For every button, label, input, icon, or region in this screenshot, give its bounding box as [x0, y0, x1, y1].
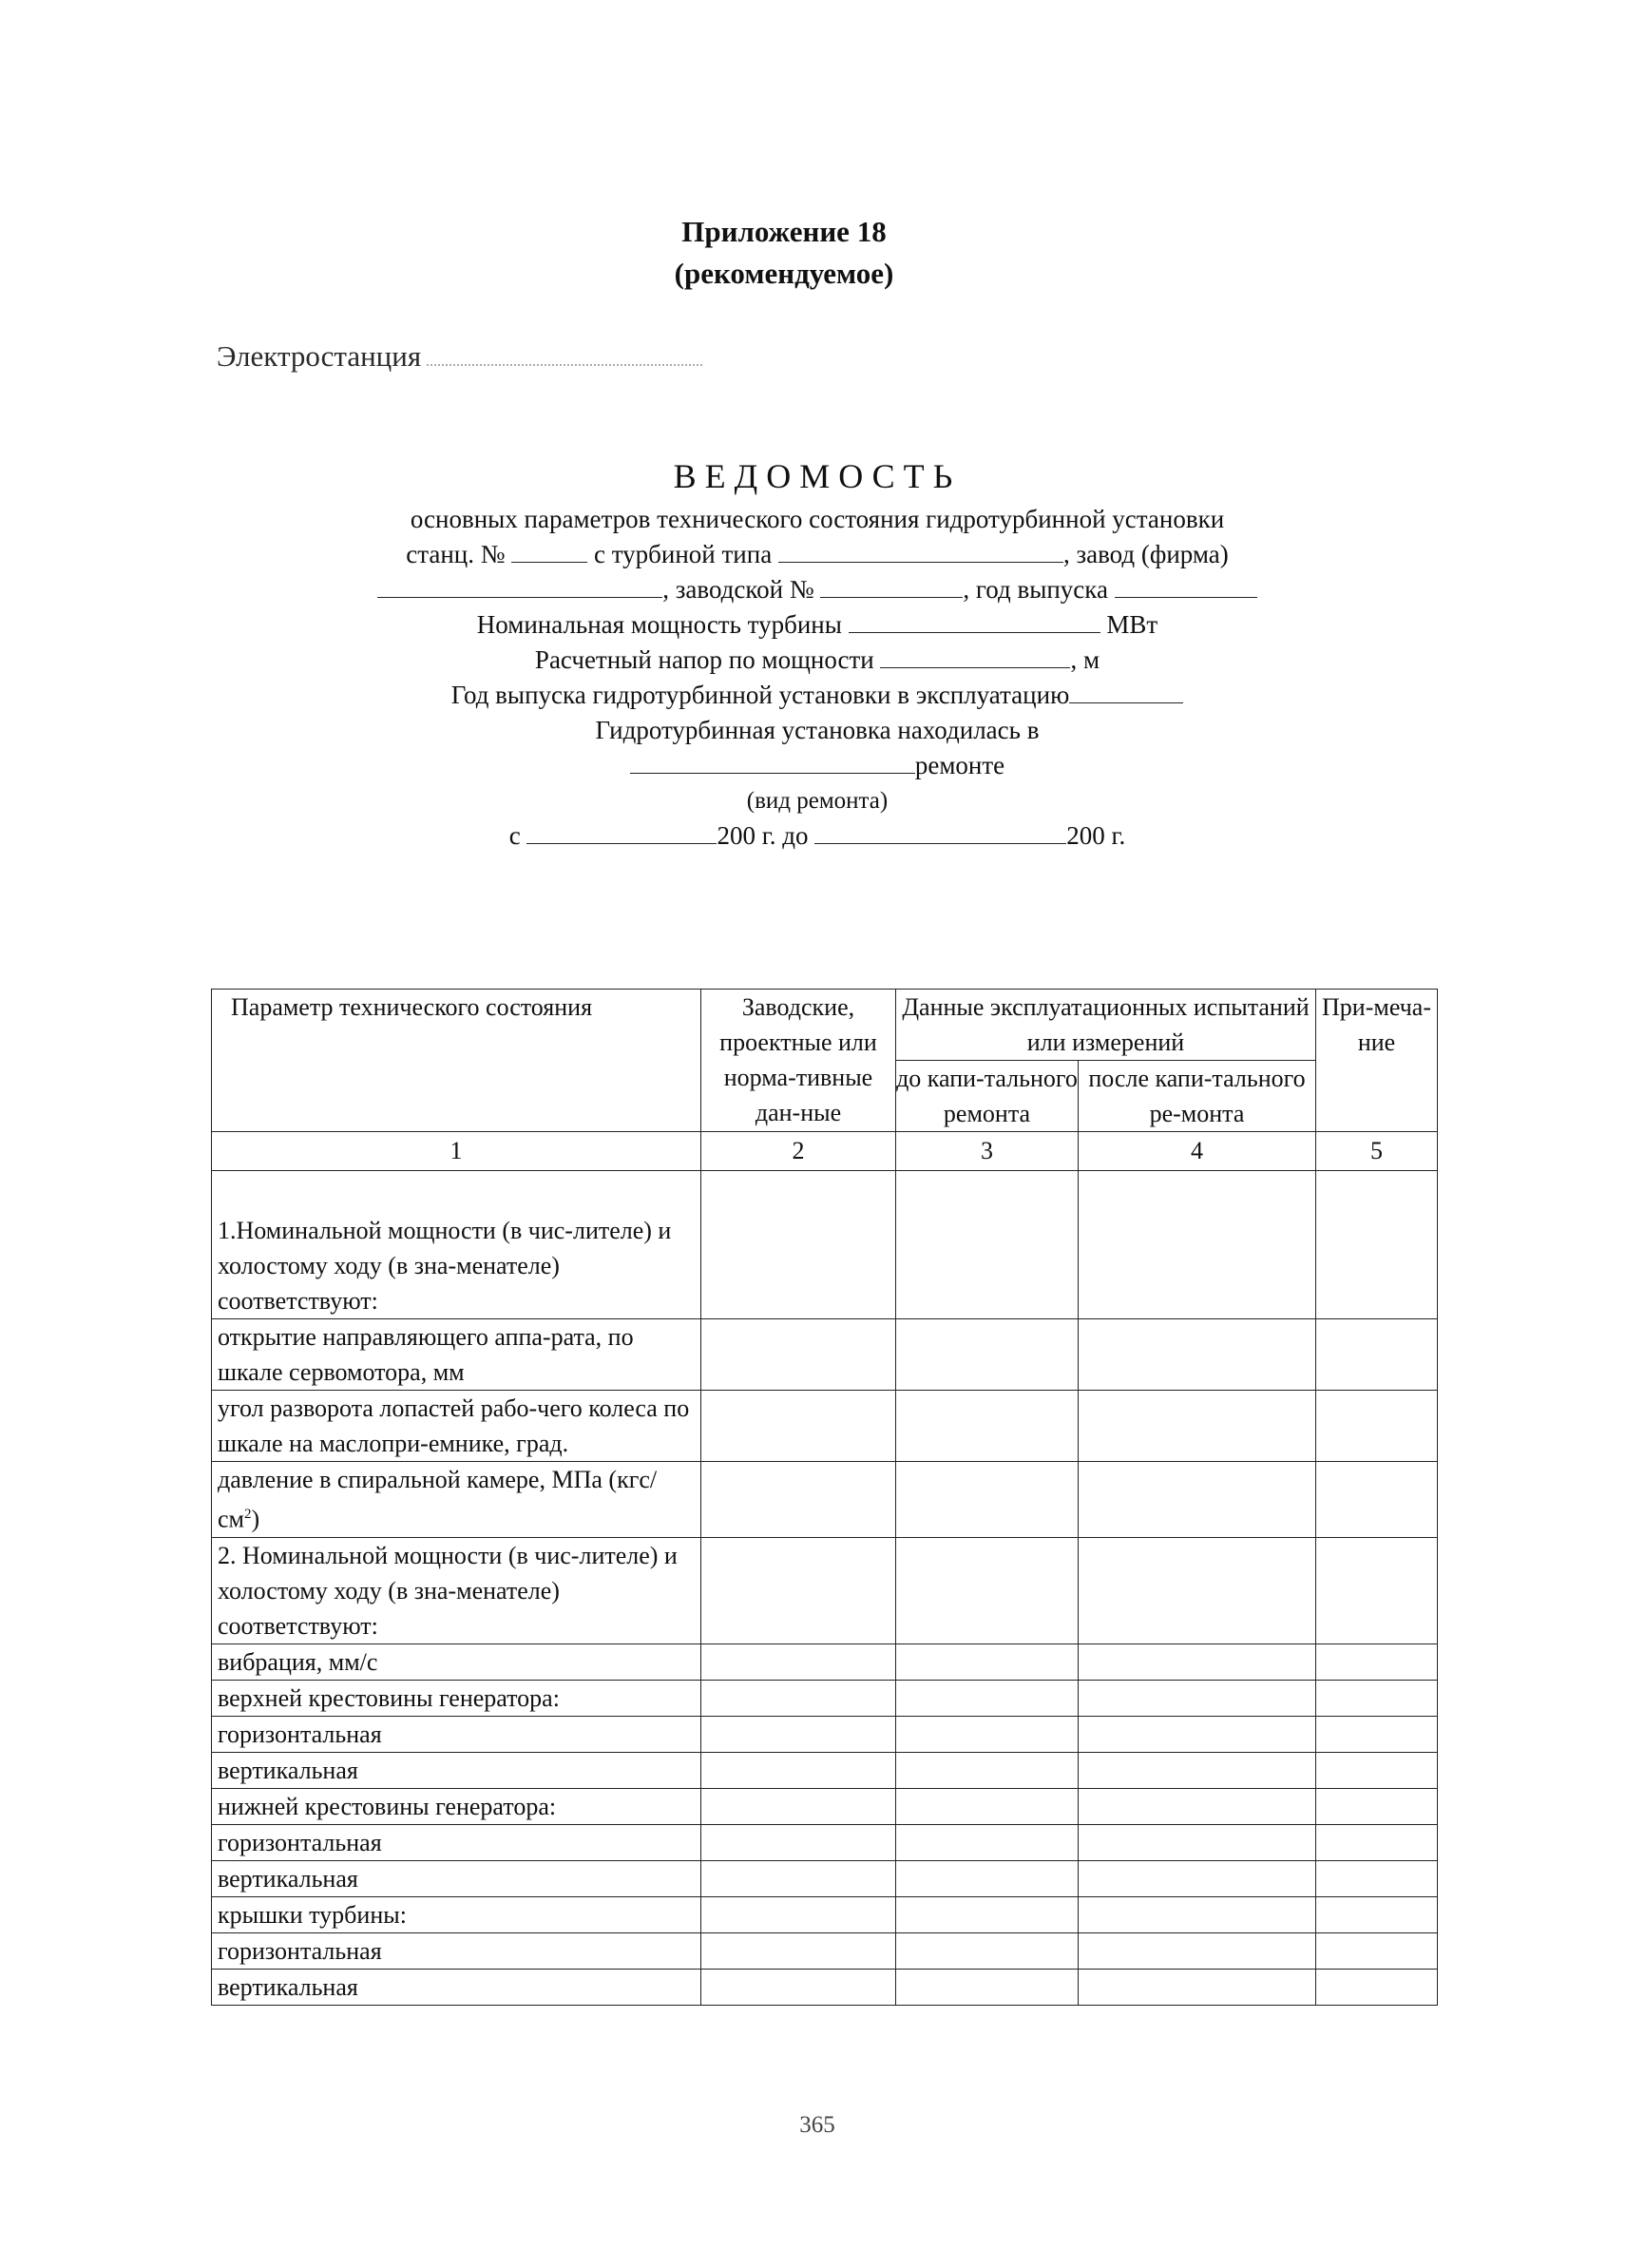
header-before-repair: до капи-тального ремонта [896, 1061, 1079, 1132]
header-after-repair: после капи-тального ре-монта [1079, 1061, 1316, 1132]
value-cell[interactable] [1316, 1896, 1438, 1932]
appendix-title [537, 211, 1031, 295]
header-line-7: Гидротурбинная установка находилась в [595, 716, 1040, 744]
value-cell[interactable] [896, 1824, 1079, 1860]
header-line-6: Год выпуска гидротурбинной установки в эксплуатацию [285, 678, 1349, 713]
value-cell[interactable] [701, 1752, 896, 1788]
value-cell[interactable] [1316, 1537, 1438, 1643]
value-cell[interactable] [896, 1537, 1079, 1643]
appendix-status: (рекомендуемое) [674, 257, 894, 290]
column-numbers-row [212, 1132, 1438, 1171]
document-header [285, 502, 1349, 854]
header-param: Параметр технического состояния [212, 990, 701, 1132]
manufacturer-blank[interactable] [377, 574, 662, 598]
value-cell[interactable] [1316, 1462, 1438, 1538]
table-row [212, 1680, 1438, 1716]
value-cell[interactable] [1079, 1860, 1316, 1896]
header-line-9: (вид ремонта) [746, 788, 889, 814]
value-cell[interactable] [1079, 1680, 1316, 1716]
value-cell[interactable] [701, 1537, 896, 1643]
value-cell[interactable] [701, 1969, 896, 2005]
commissioning-year-blank[interactable] [1069, 680, 1183, 703]
header-line-8: ремонте [285, 748, 1349, 783]
header-line-3: , заводской № , год выпуска [285, 572, 1349, 607]
param-cell: нижней крестовины генератора: [212, 1788, 701, 1824]
value-cell[interactable] [1079, 1932, 1316, 1969]
table-row [212, 1788, 1438, 1824]
value-cell[interactable] [1079, 1896, 1316, 1932]
param-cell: давление в спиральной камере, МПа $(кгс/см^2)$ [212, 1462, 701, 1538]
value-cell[interactable] [896, 1680, 1079, 1716]
param-cell: вертикальная [212, 1860, 701, 1896]
value-cell[interactable] [1316, 1680, 1438, 1716]
parameters-table-wrap [211, 989, 1437, 2006]
value-cell[interactable] [896, 1969, 1079, 2005]
param-cell: вертикальная [212, 1969, 701, 2005]
header-operational: Данные эксплуатационных испытаний или измерений [896, 990, 1316, 1061]
station-label: Электростанция [217, 339, 422, 373]
table-row [212, 1319, 1438, 1391]
value-cell[interactable] [701, 1860, 896, 1896]
document-title: ВЕДОМОСТЬ [673, 457, 962, 495]
serial-number-blank[interactable] [820, 574, 963, 598]
param-cell: вертикальная [212, 1752, 701, 1788]
table-row [212, 1716, 1438, 1752]
value-cell[interactable] [1316, 1716, 1438, 1752]
value-cell[interactable] [1079, 1969, 1316, 2005]
value-cell[interactable] [701, 1171, 896, 1319]
header-line-5: Расчетный напор по мощности , м [534, 645, 1100, 674]
value-cell[interactable] [1079, 1319, 1316, 1391]
value-cell[interactable] [701, 1462, 896, 1538]
param-cell: горизонтальная [212, 1932, 701, 1969]
value-cell[interactable] [1079, 1462, 1316, 1538]
value-cell[interactable] [701, 1391, 896, 1462]
value-cell[interactable] [896, 1319, 1079, 1391]
value-cell[interactable] [1079, 1752, 1316, 1788]
table-row [212, 1643, 1438, 1680]
table-row [212, 1537, 1438, 1643]
table-row [212, 1896, 1438, 1932]
value-cell[interactable] [1316, 1171, 1438, 1319]
value-cell[interactable] [1079, 1716, 1316, 1752]
table-row [212, 1391, 1438, 1462]
value-cell[interactable] [1079, 1824, 1316, 1860]
value-cell[interactable] [701, 1716, 896, 1752]
repair-start-blank[interactable] [526, 820, 717, 844]
value-cell[interactable] [701, 1824, 896, 1860]
value-cell[interactable] [896, 1752, 1079, 1788]
header-note: При-меча-ние [1316, 990, 1438, 1132]
column-number: 3 [896, 1132, 1079, 1171]
value-cell[interactable] [896, 1896, 1079, 1932]
turbine-type-blank[interactable] [778, 539, 1063, 563]
param-cell: угол разворота лопастей рабо-чего колеса по шкале на маслопри-емнике, град. [212, 1391, 701, 1462]
table-row [212, 1462, 1438, 1538]
value-cell[interactable] [1079, 1171, 1316, 1319]
value-cell[interactable] [896, 1932, 1079, 1969]
value-cell[interactable] [701, 1932, 896, 1969]
column-number: 1 [212, 1132, 701, 1171]
value-cell[interactable] [1079, 1788, 1316, 1824]
table-row [212, 1969, 1438, 2005]
value-cell[interactable] [1316, 1932, 1438, 1969]
column-number: 4 [1079, 1132, 1316, 1171]
table-row [212, 1824, 1438, 1860]
value-cell[interactable] [701, 1680, 896, 1716]
repair-type-blank[interactable] [630, 750, 915, 774]
header-line-2: станц. № с турбиной типа , завод (фирма) [406, 540, 1229, 568]
value-cell[interactable] [1079, 1537, 1316, 1643]
page-number: 365 [799, 2112, 835, 2138]
header-line-10: с 200 г. до 200 г. [508, 821, 1126, 850]
value-cell[interactable] [1316, 1824, 1438, 1860]
column-number: 2 [701, 1132, 896, 1171]
value-cell[interactable] [701, 1319, 896, 1391]
value-cell[interactable] [896, 1171, 1079, 1319]
param-cell: верхней крестовины генератора: [212, 1680, 701, 1716]
param-cell: вибрация, мм/с [212, 1643, 701, 1680]
table-row [212, 1752, 1438, 1788]
value-cell[interactable] [896, 1860, 1079, 1896]
value-cell[interactable] [896, 1716, 1079, 1752]
value-cell[interactable] [896, 1788, 1079, 1824]
param-cell: открытие направляющего аппа-рата, по шкале сервомотора, мм [212, 1319, 701, 1391]
param-cell: горизонтальная [212, 1716, 701, 1752]
rated-power-blank[interactable] [849, 609, 1100, 633]
param-cell: 2. Номинальной мощности (в чис-лителе) и холостому ходу (в зна-менателе) соответствуют: [212, 1537, 701, 1643]
table-row [212, 1932, 1438, 1969]
design-head-blank[interactable] [880, 644, 1070, 668]
value-cell[interactable] [1316, 1860, 1438, 1896]
header-line-4: Номинальная мощность турбины МВт [476, 610, 1158, 639]
parameters-table [211, 989, 1438, 2006]
value-cell[interactable] [701, 1896, 896, 1932]
value-cell[interactable] [1316, 1788, 1438, 1824]
param-cell: крышки турбины: [212, 1896, 701, 1932]
value-cell[interactable] [1316, 1391, 1438, 1462]
value-cell[interactable] [1079, 1643, 1316, 1680]
appendix-number: Приложение 18 [681, 215, 887, 248]
station-field [217, 339, 702, 374]
param-cell: горизонтальная [212, 1824, 701, 1860]
table-row [212, 1860, 1438, 1896]
value-cell[interactable] [701, 1788, 896, 1824]
value-cell[interactable] [896, 1462, 1079, 1538]
value-cell[interactable] [896, 1643, 1079, 1680]
value-cell[interactable] [1316, 1969, 1438, 2005]
value-cell[interactable] [896, 1391, 1079, 1462]
value-cell[interactable] [1079, 1391, 1316, 1462]
repair-end-blank[interactable] [814, 820, 1066, 844]
manufacture-year-blank[interactable] [1115, 574, 1257, 598]
station-number-blank[interactable] [511, 539, 587, 563]
table-row [212, 1171, 1438, 1319]
header-factory: Заводские, проектные или норма-тивные дан-ные [701, 990, 896, 1132]
value-cell[interactable] [1316, 1643, 1438, 1680]
value-cell[interactable] [701, 1643, 896, 1680]
station-blank[interactable] [427, 364, 702, 366]
value-cell[interactable] [1316, 1752, 1438, 1788]
header-line-1: основных параметров технического состояния гидротурбинной установки [410, 505, 1225, 533]
param-cell: 1.Номинальной мощности (в чис-лителе) и холостому ходу (в зна-менателе) соответствуют: [212, 1171, 701, 1319]
column-number: 5 [1316, 1132, 1438, 1171]
value-cell[interactable] [1316, 1319, 1438, 1391]
